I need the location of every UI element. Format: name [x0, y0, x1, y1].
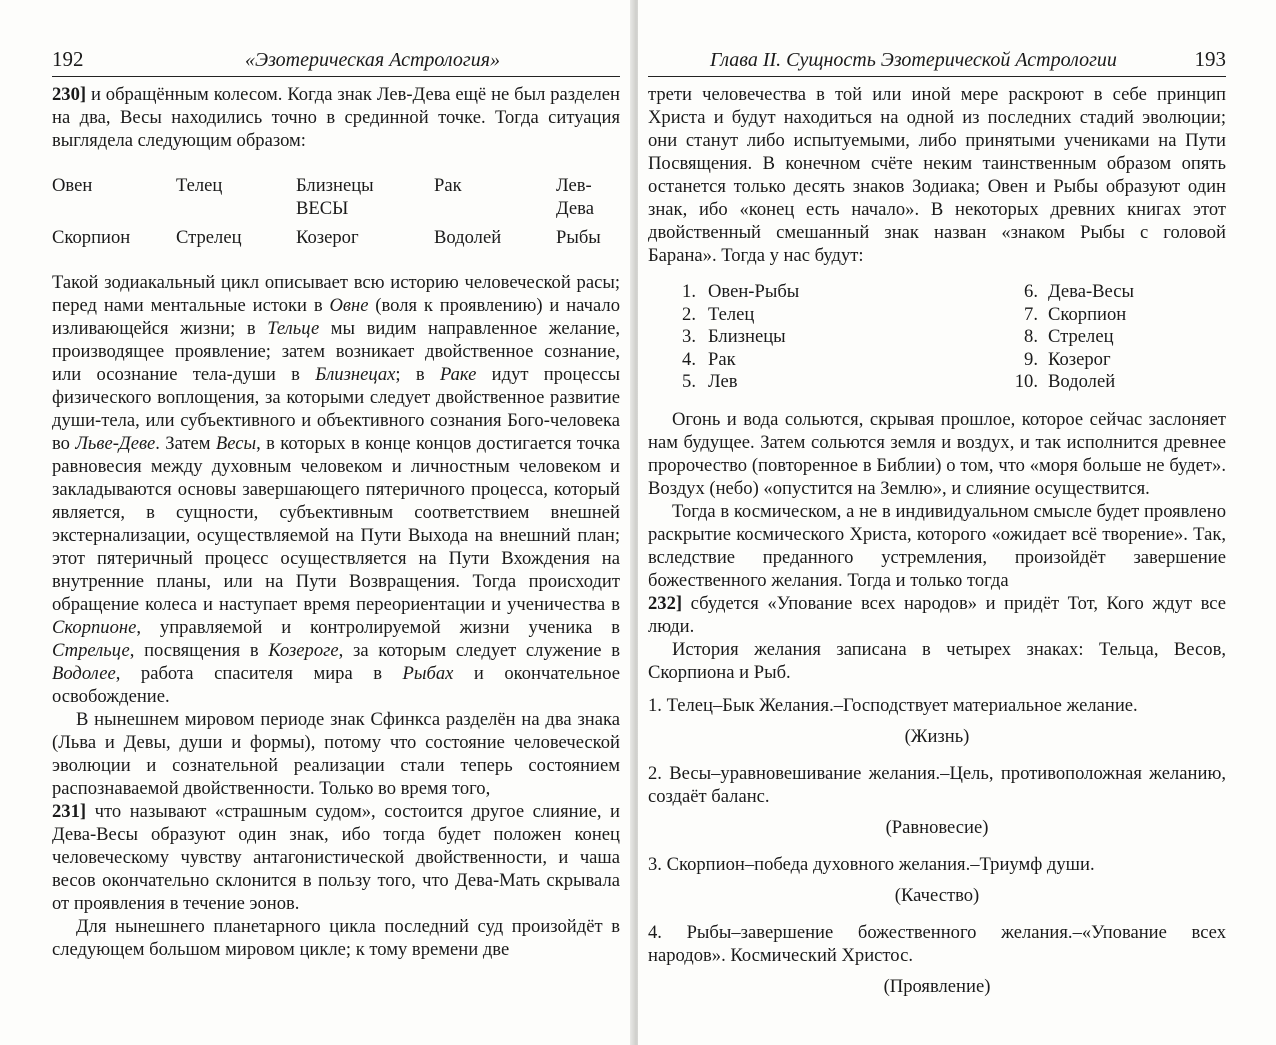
page-number: 193	[1194, 47, 1226, 71]
list-number: 5.	[682, 371, 696, 392]
list-item: Дева-Весы	[1048, 281, 1135, 302]
text-run: Такой зодиакальный цикл описывает всю историю человеческой расы; перед нами ментальные истоки в	[52, 272, 620, 316]
paragraph	[52, 708, 620, 915]
left-page	[0, 0, 634, 1045]
text-run: ; в	[395, 364, 440, 385]
desire-keyword: (Качество)	[894, 884, 980, 906]
list-item: Скорпион	[1048, 303, 1127, 325]
zodiac-cell: Рак	[434, 175, 462, 196]
ten-signs-list	[666, 281, 1226, 394]
paragraph-text: и обращённым колесом. Когда знак Лев-Дева ещё не был разделен на два, Весы находились точно в срединной точке. Тогда ситуация выглядела следующим образом:	[52, 84, 620, 151]
list-number: 4.	[682, 348, 696, 370]
desire-keyword: (Проявление)	[883, 975, 991, 997]
italic-term: Скорпионе	[52, 617, 137, 638]
left-page-header	[52, 44, 620, 77]
italic-term: Весы	[215, 433, 257, 454]
text-run: . Затем	[155, 433, 216, 454]
left-page-body	[52, 83, 620, 961]
list-item: Близнецы	[708, 326, 786, 347]
list-number: 3.	[682, 326, 696, 347]
list-item: Рак	[708, 348, 736, 370]
italic-term: Овне	[329, 295, 369, 316]
list-item: Овен-Рыбы	[708, 281, 800, 302]
italic-term: Стрельце	[52, 640, 130, 661]
text-run: , управляемой и контролируемой жизни ученика в	[136, 617, 620, 638]
list-item: Козерог	[1048, 348, 1111, 370]
paragraph	[52, 83, 620, 152]
page-marker: 231]	[52, 801, 87, 822]
zodiac-cell: Рыбы	[556, 227, 601, 248]
zodiac-table	[52, 174, 620, 249]
text-run: мы видим направленное желание, производящее проявление; затем возникает двойственное сознание, или осознание тела-души в	[52, 318, 621, 385]
text-run: , за которым следует служение в	[338, 640, 620, 661]
zodiac-cell	[296, 174, 434, 220]
text-run: сбудется «Упование всех народов» и придёт Тот, Кого ждут все люди.	[648, 592, 1226, 637]
italic-term: Рыбах	[402, 663, 454, 684]
paragraph: Для нынешнего планетарного цикла последний суд произойдёт в следующем большом мировом цикле; к тому времени две	[52, 916, 620, 960]
right-page	[638, 0, 1276, 1045]
italic-term: Козероге	[268, 640, 339, 661]
text-run: что называют «страшным судом», состоится другое слияние, и Дева-Весы образуют один знак, ибо тогда будет положен конец человеческому чувству антагонистической двойственности, и чаша весов окончательно склонится в пользу того, что Дева-Мать скрывала от проявления в течение эонов.	[52, 801, 620, 914]
zodiac-center-sign: ВЕСЫ	[296, 198, 349, 219]
list-item: Лев	[708, 371, 738, 392]
list-number: 10.	[1014, 371, 1038, 392]
list-number: 8.	[1024, 326, 1038, 347]
right-page-header	[648, 44, 1226, 77]
running-title: Глава II. Сущность Эзотерической Астрологии	[710, 49, 1117, 71]
text-run: , работа спасителя мира в	[115, 663, 403, 684]
zodiac-cell: Стрелец	[176, 227, 242, 248]
list-item: Водолей	[1048, 371, 1116, 392]
zodiac-cell: Козерог	[296, 227, 359, 248]
list-number: 6.	[1024, 281, 1038, 302]
paragraph: трети человечества в той или иной мере раскроют в себе принцип Христа и будут находиться на одной из последних стадий эволюции; они станут либо испытуемыми, либо принятыми учениками на Пути Посвящения. В конечном счёте неким таинственным образом опять останется только десять знаков Зодиака; Овен и Рыбы образуют один знак, ибо «конец есть начало». В некоторых древних книгах этот двойственный смешанный знак назван «знаком Рыбы с головой Барана». Тогда у нас будут:	[648, 84, 1226, 266]
zodiac-cell: Скорпион	[52, 227, 131, 248]
italic-term: Тельце	[267, 318, 320, 339]
desire-item: 4. Рыбы–завершение божественного желания.–«Упование всех народов». Космический Христос.	[648, 921, 1226, 966]
running-title: «Эзотерическая Астрология»	[245, 49, 500, 71]
list-number: 1.	[682, 281, 696, 302]
text-run: идут процессы физического воплощения, за которыми следует двойственное развитие души-тела, или субъективного и объективного сознания Бого-человека во	[52, 364, 620, 454]
list-number: 9.	[1024, 348, 1038, 370]
zodiac-cell-text: Близнецы	[296, 175, 374, 196]
list-number: 2.	[682, 303, 696, 325]
desire-keyword: (Жизнь)	[904, 725, 970, 747]
zodiac-cell: Лев-Дева	[556, 175, 594, 219]
desire-list	[648, 694, 1226, 998]
italic-term: Водолее	[52, 663, 116, 684]
page-marker: 230]	[52, 84, 87, 105]
text-run: , в которых в конце концов достигается точка равновесия между духовным человеком и личностным человеком и закладываются основы завершающего пятеричного процесса, который является, в сущности, субъективным соответствием внешней экстернализации, осуществляемой на Пути Выхода на внешний план; этот пятеричный процесс осуществляется на Пути Вхождения на внутренние планы, или на Пути Возвращения. Тогда происходит обращение колеса и наступает время переориентации и ученичества в	[52, 433, 620, 615]
list-item: Телец	[708, 303, 755, 325]
italic-term: Близнецах	[315, 364, 396, 385]
list-item: Стрелец	[1048, 326, 1114, 347]
text-run: Тогда в космическом, а не в индивидуальном смысле будет проявлено раскрытие космического Христа, которого «ожидает всё творение». Так, вследствие преданного устремления, произойдёт завершение божественного желания. Тогда и только тогда	[648, 500, 1226, 591]
desire-item: 2. Весы–уравновешивание желания.–Цель, противоположная желанию, создаёт баланс.	[648, 762, 1226, 807]
desire-item: 3. Скорпион–победа духовного желания.–Триумф души.	[648, 853, 1095, 875]
italic-term: Раке	[439, 364, 477, 385]
desire-item: 1. Телец–Бык Желания.–Господствует материальное желание.	[648, 694, 1138, 716]
right-page-body	[648, 83, 1226, 998]
list-number: 7.	[1024, 303, 1038, 325]
text-run: (воля к проявлению) и начало изливающейся жизни; в	[52, 295, 620, 339]
zodiac-cell: Водолей	[434, 227, 502, 248]
paragraph	[52, 271, 620, 708]
zodiac-cell: Телец	[176, 175, 223, 196]
paragraph	[648, 500, 1226, 638]
italic-term: Льве-Деве	[75, 433, 156, 454]
zodiac-cell: Овен	[52, 175, 93, 196]
page-number: 192	[52, 47, 84, 71]
page-marker: 232]	[648, 592, 683, 614]
desire-keyword: (Равновесие)	[885, 816, 989, 838]
text-run: , посвящения в	[129, 640, 269, 661]
text-run: В нынешнем мировом периоде знак Сфинкса разделён на два знака (Льва и Девы, души и формы), потому что состояние человеческой эволюции и сознательной реализации стали теперь состоянием распознаваемой двойственности. Только во время того,	[52, 709, 620, 799]
paragraph: Огонь и вода сольются, скрывая прошлое, которое сейчас заслоняет нам будущее. Затем сольются земля и воздух, и так исполнится древнее пророчество (повторенное в Библии) о том, что «моря больше не будет». Воздух (небо) «опустится на Землю», и слияние осуществится.	[648, 408, 1226, 499]
paragraph: История желания записана в четырех знаках: Тельца, Весов, Скорпиона и Рыб.	[648, 638, 1226, 683]
text-run: и окончательное освобождение.	[52, 663, 620, 707]
